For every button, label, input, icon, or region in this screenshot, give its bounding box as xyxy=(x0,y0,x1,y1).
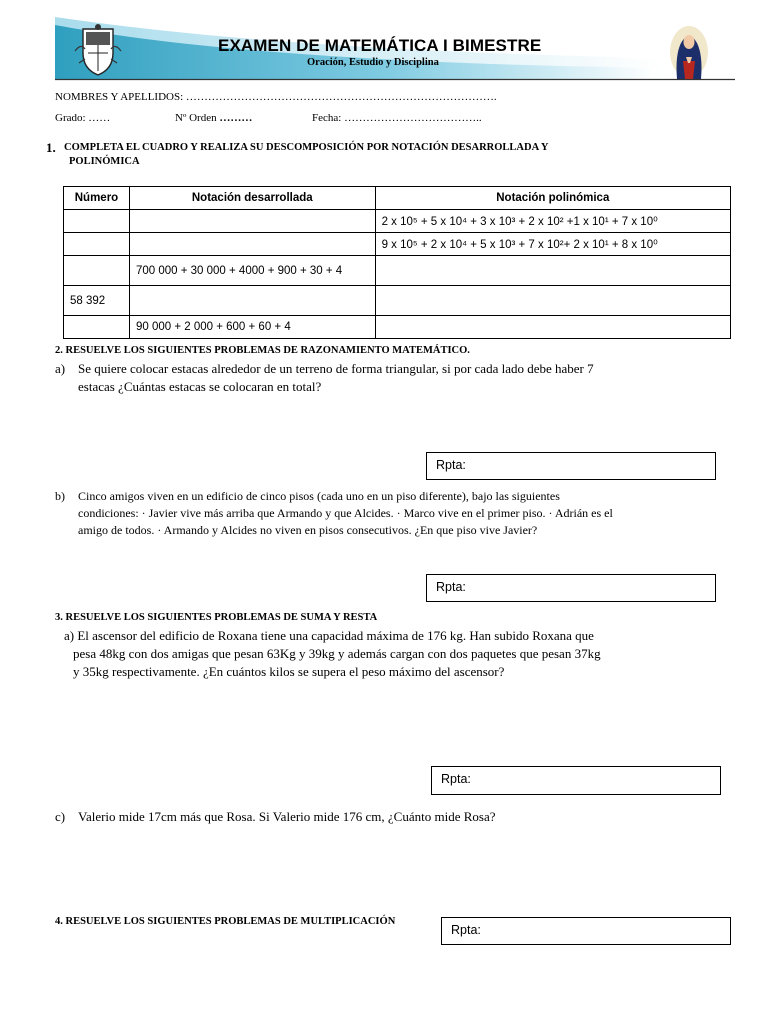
table-cell[interactable] xyxy=(375,286,730,316)
table-cell[interactable] xyxy=(129,233,375,256)
column-header-polinomica: Notación polinómica xyxy=(375,187,730,210)
table-cell[interactable] xyxy=(64,316,130,339)
answer-box-1[interactable]: Rpta: xyxy=(426,452,716,480)
problem-3a-line2: pesa 48kg con dos amigas que pesan 63Kg y 39kg y además cargan con dos paquetes que pesan 37kg xyxy=(73,646,601,661)
table-row xyxy=(64,233,731,256)
answer-box-2[interactable]: Rpta: xyxy=(426,574,716,602)
problem-2b-line1: Cinco amigos viven en un edificio de cinco pisos (cada uno en un piso diferente), bajo las siguientes xyxy=(78,489,560,503)
exam-title: EXAMEN DE MATEMÁTICA I BIMESTRE xyxy=(218,36,542,55)
orden-field-label: Nº Orden xyxy=(175,112,217,124)
notation-table xyxy=(63,186,731,339)
answer-box-3[interactable]: Rpta: xyxy=(431,766,721,795)
fecha-field-label[interactable]: Fecha: ……………………………….. xyxy=(312,112,482,124)
table-header-row xyxy=(64,187,731,210)
table-row xyxy=(64,256,731,286)
table-cell[interactable] xyxy=(64,233,130,256)
table-cell[interactable] xyxy=(64,210,130,233)
section3-heading: 3. RESUELVE LOS SIGUIENTES PROBLEMAS DE SUMA Y RESTA xyxy=(55,612,378,623)
table-cell: 58 392 xyxy=(64,286,130,316)
table-cell[interactable] xyxy=(375,256,730,286)
table-cell: 9 x 10⁵ + 2 x 10⁴ + 5 x 10³ + 7 x 10²+ 2 x 10¹ + 8 x 10⁰ xyxy=(375,233,730,256)
virgin-mary-image xyxy=(669,25,709,79)
exam-subtitle: Oración, Estudio y Disciplina xyxy=(307,57,439,68)
column-header-desarrollada: Notación desarrollada xyxy=(129,187,375,210)
problem-3a-line3: y 35kg respectivamente. ¿En cuántos kilos se supera el peso máximo del ascensor? xyxy=(73,664,505,679)
table-cell[interactable] xyxy=(375,316,730,339)
grado-field-label[interactable]: Grado: …… xyxy=(55,112,111,124)
problem-3c-line1: Valerio mide 17cm más que Rosa. Si Valerio mide 176 cm, ¿Cuánto mide Rosa? xyxy=(78,809,496,824)
problem-2b-line3: amigo de todos. · Armando y Alcides no viven en pisos consecutivos. ¿En que piso vive Javier? xyxy=(78,523,538,537)
problem-2a-marker: a) xyxy=(55,361,66,376)
section1-heading-line1: COMPLETA EL CUADRO Y REALIZA SU DESCOMPOSICIÓN POR NOTACIÓN DESARROLLADA Y xyxy=(64,142,549,153)
problem-2a-line2: estacas ¿Cuántas estacas se colocaran en total? xyxy=(78,379,322,394)
names-field-label[interactable]: NOMBRES Y APELLIDOS: …………………………………………………………………………. xyxy=(55,91,497,103)
problem-2b-marker: b) xyxy=(55,489,65,503)
section1-number: 1. xyxy=(46,140,56,155)
table-cell[interactable] xyxy=(129,286,375,316)
table-cell: 90 000 + 2 000 + 600 + 60 + 4 xyxy=(129,316,375,339)
school-crest-icon xyxy=(73,23,123,79)
problem-3a-line1: a) El ascensor del edificio de Roxana tiene una capacidad máxima de 176 kg. Han subido Roxana que xyxy=(64,628,594,643)
problem-3c-marker: c) xyxy=(55,809,66,824)
table-row xyxy=(64,210,731,233)
problem-2b-line2: condiciones: · Javier vive más arriba que Armando y que Alcides. · Marco vive en el primer piso. · Adrián es el xyxy=(78,506,613,520)
section1-heading-line2: POLINÓMICA xyxy=(69,156,140,167)
orden-field-dots: ……… xyxy=(219,112,253,124)
table-cell[interactable] xyxy=(129,210,375,233)
column-header-numero: Número xyxy=(64,187,130,210)
table-cell: 700 000 + 30 000 + 4000 + 900 + 30 + 4 xyxy=(129,256,375,286)
table-cell: 2 x 10⁵ + 5 x 10⁴ + 3 x 10³ + 2 x 10² +1 x 10¹ + 7 x 10⁰ xyxy=(375,210,730,233)
orden-field[interactable] xyxy=(175,112,252,124)
section4-heading: 4. RESUELVE LOS SIGUIENTES PROBLEMAS DE MULTIPLICACIÓN xyxy=(55,916,396,927)
table-row xyxy=(64,316,731,339)
table-row xyxy=(64,286,731,316)
answer-box-4[interactable]: Rpta: xyxy=(441,917,731,945)
table-cell[interactable] xyxy=(64,256,130,286)
section2-heading: 2. RESUELVE LOS SIGUIENTES PROBLEMAS DE RAZONAMIENTO MATEMÁTICO. xyxy=(55,345,470,356)
problem-2a-line1: Se quiere colocar estacas alrededor de un terreno de forma triangular, si por cada lado debe haber 7 xyxy=(78,361,594,376)
